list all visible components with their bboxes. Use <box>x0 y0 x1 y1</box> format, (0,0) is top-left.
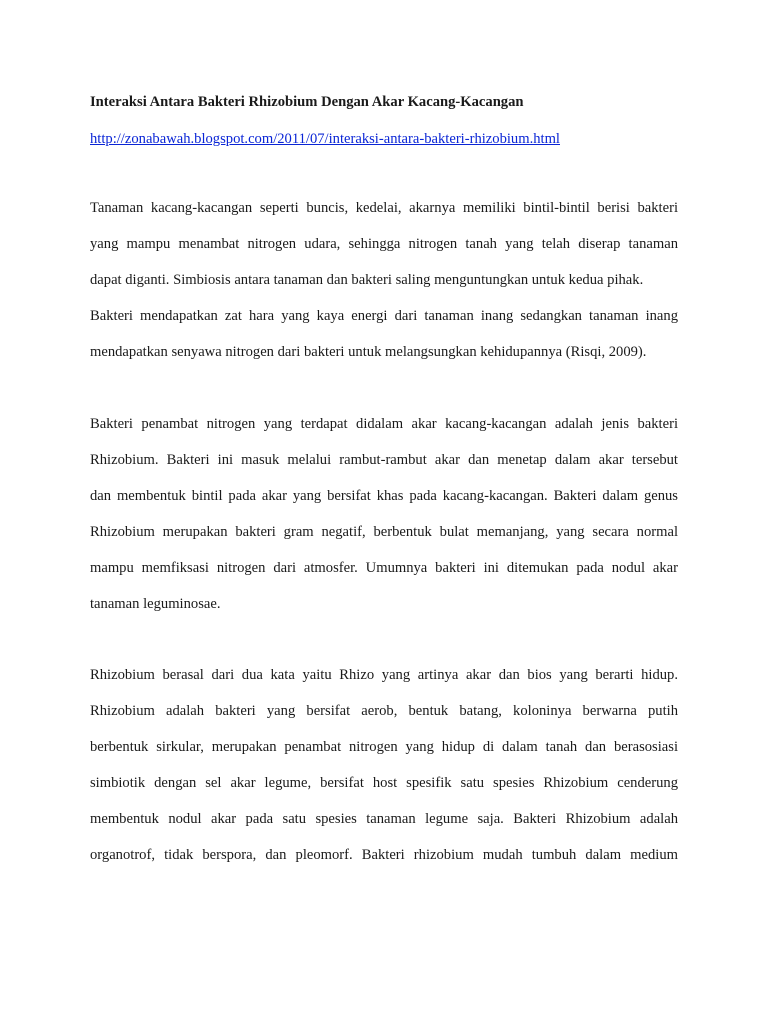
paragraph-line: Bakteri mendapatkan zat hara yang kaya energi dari tanaman inang sedangkan tanaman inang <box>90 308 678 324</box>
paragraph-line: mampu memfiksasi nitrogen dari atmosfer. Umumnya bakteri ini ditemukan pada nodul akar <box>90 560 678 576</box>
paragraph-line: organotrof, tidak berspora, dan pleomorf. Bakteri rhizobium mudah tumbuh dalam medium <box>90 847 678 863</box>
paragraph-line: mendapatkan senyawa nitrogen dari bakteri untuk melangsungkan kehidupannya (Risqi, 2009). <box>90 344 647 360</box>
paragraph-3 <box>90 665 678 881</box>
paragraph-line: dan membentuk bintil pada akar yang bersifat khas pada kacang-kacangan. Bakteri dalam genus <box>90 488 678 504</box>
paragraph-line: Bakteri penambat nitrogen yang terdapat didalam akar kacang-kacangan adalah jenis bakteri <box>90 416 678 432</box>
document-title: Interaksi Antara Bakteri Rhizobium Dengan Akar Kacang-Kacangan <box>90 94 524 110</box>
paragraph-line: Rhizobium berasal dari dua kata yaitu Rhizo yang artinya akar dan bios yang berarti hidup. <box>90 667 678 683</box>
paragraph-line: yang mampu menambat nitrogen udara, sehingga nitrogen tanah yang telah diserap tanaman <box>90 236 678 252</box>
paragraph-line: simbiotik dengan sel akar legume, bersifat host spesifik satu spesies Rhizobium cenderung <box>90 775 678 791</box>
paragraph-line: Rhizobium. Bakteri ini masuk melalui rambut-rambut akar dan menetap dalam akar tersebut <box>90 452 678 468</box>
paragraph-1 <box>90 198 678 378</box>
paragraph-line: membentuk nodul akar pada satu spesies tanaman legume saja. Bakteri Rhizobium adalah <box>90 811 678 827</box>
paragraph-line: tanaman leguminosae. <box>90 596 221 612</box>
paragraph-line: Rhizobium merupakan bakteri gram negatif, berbentuk bulat memanjang, yang secara normal <box>90 524 678 540</box>
paragraph-line: berbentuk sirkular, merupakan penambat nitrogen yang hidup di dalam tanah dan berasosiasi <box>90 739 678 755</box>
paragraph-line: Rhizobium adalah bakteri yang bersifat aerob, bentuk batang, koloninya berwarna putih <box>90 703 678 719</box>
paragraph-line: dapat diganti. Simbiosis antara tanaman dan bakteri saling menguntungkan untuk kedua pihak. <box>90 272 644 288</box>
paragraph-2 <box>90 414 678 630</box>
paragraph-line: Tanaman kacang-kacangan seperti buncis, kedelai, akarnya memiliki bintil-bintil berisi bakteri <box>90 200 678 216</box>
source-link[interactable]: http://zonabawah.blogspot.com/2011/07/interaksi-antara-bakteri-rhizobium.html <box>90 131 560 147</box>
